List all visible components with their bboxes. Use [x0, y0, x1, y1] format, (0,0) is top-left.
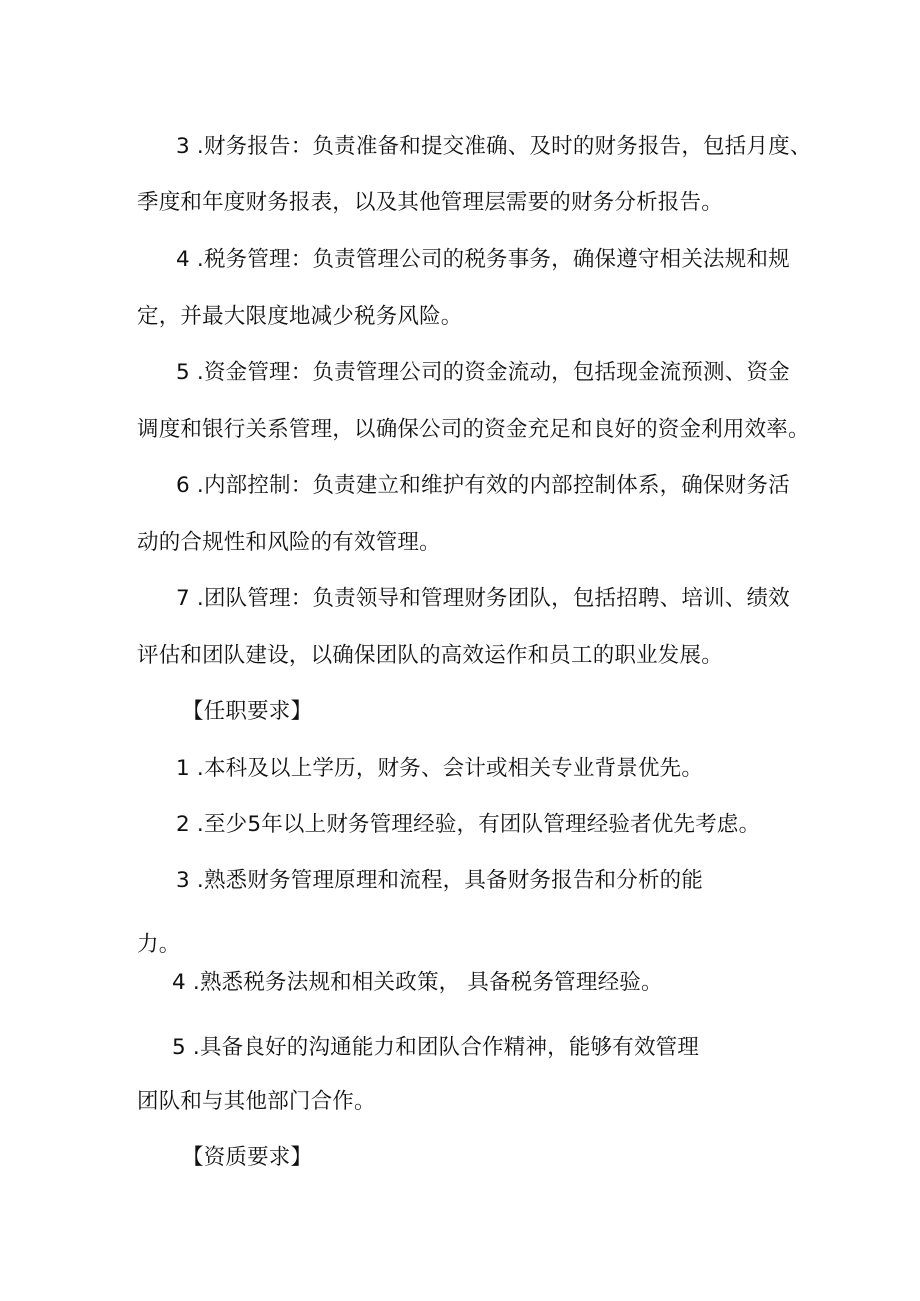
duty-6-line-2: 动的合规性和风险的有效管理。 — [137, 530, 441, 555]
requirement-5-line-1: 5 .具备良好的沟通能力和团队合作精神，能够有效管理 — [172, 1035, 700, 1060]
requirement-4: 4 .熟悉税务法规和相关政策， 具备税务管理经验。 — [172, 970, 663, 995]
duty-5-line-1: 5 .资金管理：负责管理公司的资金流动，包括现金流预测、资金 — [176, 360, 790, 385]
duty-4-line-1: 4 .税务管理：负责管理公司的税务事务，确保遵守相关法规和规 — [176, 247, 790, 272]
duty-4-line-2: 定，并最大限度地减少税务风险。 — [137, 304, 463, 329]
duty-6-line-1: 6 .内部控制：负责建立和维护有效的内部控制体系，确保财务活 — [176, 473, 790, 498]
requirement-3-line-2: 力。 — [137, 932, 181, 957]
requirement-2: 2 .至少5年以上财务管理经验，有团队管理经验者优先考虑。 — [176, 812, 761, 837]
duty-7-line-1: 7 .团队管理：负责领导和管理财务团队，包括招聘、培训、绩效 — [176, 586, 790, 611]
requirement-5-line-2: 团队和与其他部门合作。 — [137, 1089, 376, 1114]
requirement-1: 1 .本科及以上学历，财务、会计或相关专业背景优先。 — [176, 756, 704, 781]
requirements-heading: 【任职要求】 — [182, 699, 313, 724]
duty-5-line-2: 调度和银行关系管理，以确保公司的资金充足和良好的资金利用效率。 — [137, 417, 810, 442]
duty-7-line-2: 评估和团队建设，以确保团队的高效运作和员工的职业发展。 — [137, 643, 723, 668]
duty-3-line-1: 3 .财务报告：负责准备和提交准确、及时的财务报告，包括月度、 — [176, 134, 812, 159]
qualification-heading: 【资质要求】 — [182, 1145, 313, 1170]
requirement-3-line-1: 3 .熟悉财务管理原理和流程，具备财务报告和分析的能 — [176, 868, 704, 893]
duty-3-line-2: 季度和年度财务报表，以及其他管理层需要的财务分析报告。 — [137, 190, 723, 215]
